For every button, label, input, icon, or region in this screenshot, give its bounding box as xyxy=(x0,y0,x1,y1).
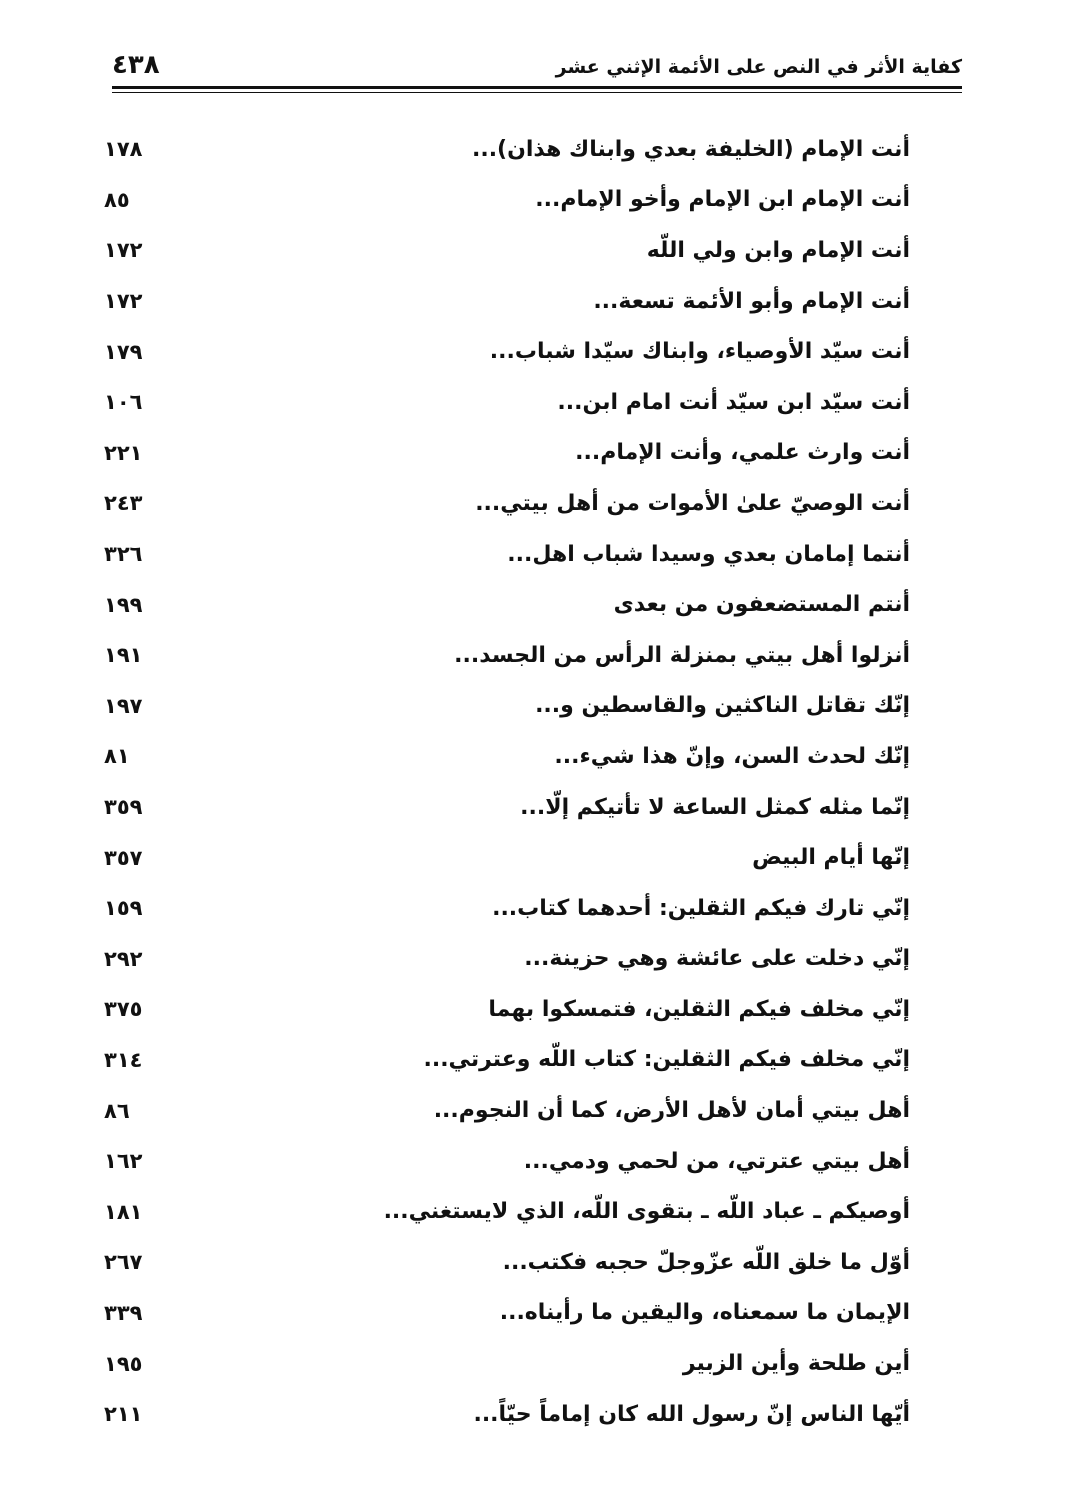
entry-phrase: إنّي دخلت على عائشة وهي حزينة... xyxy=(524,946,910,972)
index-entry xyxy=(104,1186,910,1237)
entry-page-ref: ٣٥٩ xyxy=(104,795,143,820)
index-entry xyxy=(104,782,910,833)
entry-phrase: أنزلوا أهل بيتي بمنزلة الرأس من الجسد... xyxy=(454,642,910,668)
entry-phrase: أوصيكم ـ عباد اللّه ـ بتقوى اللّه، الذي لايستغني... xyxy=(383,1199,910,1225)
entry-phrase: أهل بيتي أمان لأهل الأرض، كما أن النجوم... xyxy=(433,1098,910,1124)
entry-phrase: إنّك لحدث السن، وإنّ هذا شيء... xyxy=(554,743,910,769)
index-entry xyxy=(104,225,910,276)
index-entry xyxy=(104,934,910,985)
entry-page-ref: ٢١١ xyxy=(104,1402,143,1427)
entry-phrase: أنت وارث علمي، وأنت الإمام... xyxy=(575,440,910,466)
entry-phrase: أنت الوصيّ علىٰ الأموات من أهل بيتي... xyxy=(475,490,910,516)
index-entry xyxy=(104,326,910,377)
entry-phrase: أنتم المستضعفون من بعدى xyxy=(613,592,910,618)
header-rule-thick xyxy=(112,86,962,89)
header-rule-thin xyxy=(112,92,962,93)
entry-phrase: إنّما مثله كمثل الساعة لا تأتيكم إلّا... xyxy=(520,794,910,820)
entry-phrase: أهل بيتي عترتي، من لحمي ودمي... xyxy=(523,1148,910,1174)
entry-phrase: أنت سيّد الأوصياء، وابناك سيّدا شباب... xyxy=(489,339,910,365)
entry-page-ref: ٣١٤ xyxy=(104,1047,143,1072)
index-entry xyxy=(104,175,910,226)
entry-page-ref: ٨٥ xyxy=(104,187,130,212)
entry-page-ref: ١٩٩ xyxy=(104,592,143,617)
entry-page-ref: ١٧٨ xyxy=(104,137,143,162)
index-entry xyxy=(104,1035,910,1086)
entry-page-ref: ٣٣٩ xyxy=(104,1300,143,1325)
entry-phrase: أين طلحة وأين الزبير xyxy=(682,1351,910,1377)
entry-phrase: أنت الإمام وابن ولي اللّه xyxy=(646,237,910,263)
entry-page-ref: ١٧٩ xyxy=(104,339,143,364)
index-list xyxy=(104,124,910,1439)
entry-page-ref: ١٧٢ xyxy=(104,289,143,314)
entry-page-ref: ١٦٢ xyxy=(104,1149,143,1174)
entry-page-ref: ٣٧٥ xyxy=(104,997,143,1022)
entry-page-ref: ٣٢٦ xyxy=(104,542,143,567)
index-entry xyxy=(104,1085,910,1136)
entry-page-ref: ٢٦٧ xyxy=(104,1250,143,1275)
entry-page-ref: ١٩٧ xyxy=(104,693,143,718)
entry-page-ref: ٣٥٧ xyxy=(104,845,143,870)
entry-page-ref: ١٩٥ xyxy=(104,1351,143,1376)
entry-phrase: إنّي تارك فيكم الثقلين: أحدهما كتاب... xyxy=(492,895,910,921)
index-entry xyxy=(104,630,910,681)
index-entry xyxy=(104,1136,910,1187)
entry-phrase: إنّها أيام البيض xyxy=(752,845,910,871)
index-entry xyxy=(104,377,910,428)
entry-phrase: إنّي مخلف فيكم الثقلين، فتمسكوا بهما xyxy=(488,996,910,1022)
entry-phrase: الإيمان ما سمعناه، واليقين ما رأيناه... xyxy=(499,1300,910,1326)
entry-page-ref: ١٥٩ xyxy=(104,896,143,921)
entry-phrase: أنت الإمام ابن الإمام وأخو الإمام... xyxy=(535,187,910,213)
entry-phrase: أنت الإمام (الخليفة بعدي وابناك هذان)... xyxy=(471,136,910,162)
index-entry xyxy=(104,1237,910,1288)
running-title: كفاية الأثر في النص على الأئمة الإثني عشر xyxy=(555,56,962,78)
entry-phrase: أيّها الناس إنّ رسول الله كان إماماً حيّاً... xyxy=(473,1401,910,1427)
entry-page-ref: ٢٩٢ xyxy=(104,946,143,971)
entry-phrase: أنتما إمامان بعدي وسيدا شباب اهل... xyxy=(507,541,910,567)
index-entry xyxy=(104,1288,910,1339)
index-entry xyxy=(104,276,910,327)
entry-phrase: أنت الإمام وأبو الأئمة تسعة... xyxy=(593,288,910,314)
index-entry xyxy=(104,579,910,630)
index-entry xyxy=(104,1338,910,1389)
entry-phrase: أنت سيّد ابن سيّد أنت امام ابن... xyxy=(557,389,910,415)
entry-page-ref: ١٨١ xyxy=(104,1199,143,1224)
entry-page-ref: ١٩١ xyxy=(104,643,143,668)
entry-page-ref: ٢٢١ xyxy=(104,440,143,465)
page-header xyxy=(112,44,962,84)
entry-phrase: إنّك تقاتل الناكثين والقاسطين و... xyxy=(535,693,910,719)
index-entry xyxy=(104,1389,910,1440)
entry-phrase: إنّي مخلف فيكم الثقلين: كتاب اللّه وعترتي... xyxy=(423,1047,910,1073)
index-entry xyxy=(104,832,910,883)
index-entry xyxy=(104,681,910,732)
entry-page-ref: ١٧٢ xyxy=(104,238,143,263)
index-entry xyxy=(104,984,910,1035)
index-entry xyxy=(104,529,910,580)
index-entry xyxy=(104,731,910,782)
entry-page-ref: ٢٤٣ xyxy=(104,491,143,516)
entry-page-ref: ٨٦ xyxy=(104,1098,130,1123)
index-entry xyxy=(104,124,910,175)
index-entry xyxy=(104,428,910,479)
index-entry xyxy=(104,883,910,934)
page-number: ٤٣٨ xyxy=(112,50,160,80)
index-entry xyxy=(104,478,910,529)
entry-phrase: أوّل ما خلق اللّه عزّوجلّ حجبه فكتب... xyxy=(502,1249,910,1275)
entry-page-ref: ١٠٦ xyxy=(104,390,143,415)
entry-page-ref: ٨١ xyxy=(104,744,130,769)
